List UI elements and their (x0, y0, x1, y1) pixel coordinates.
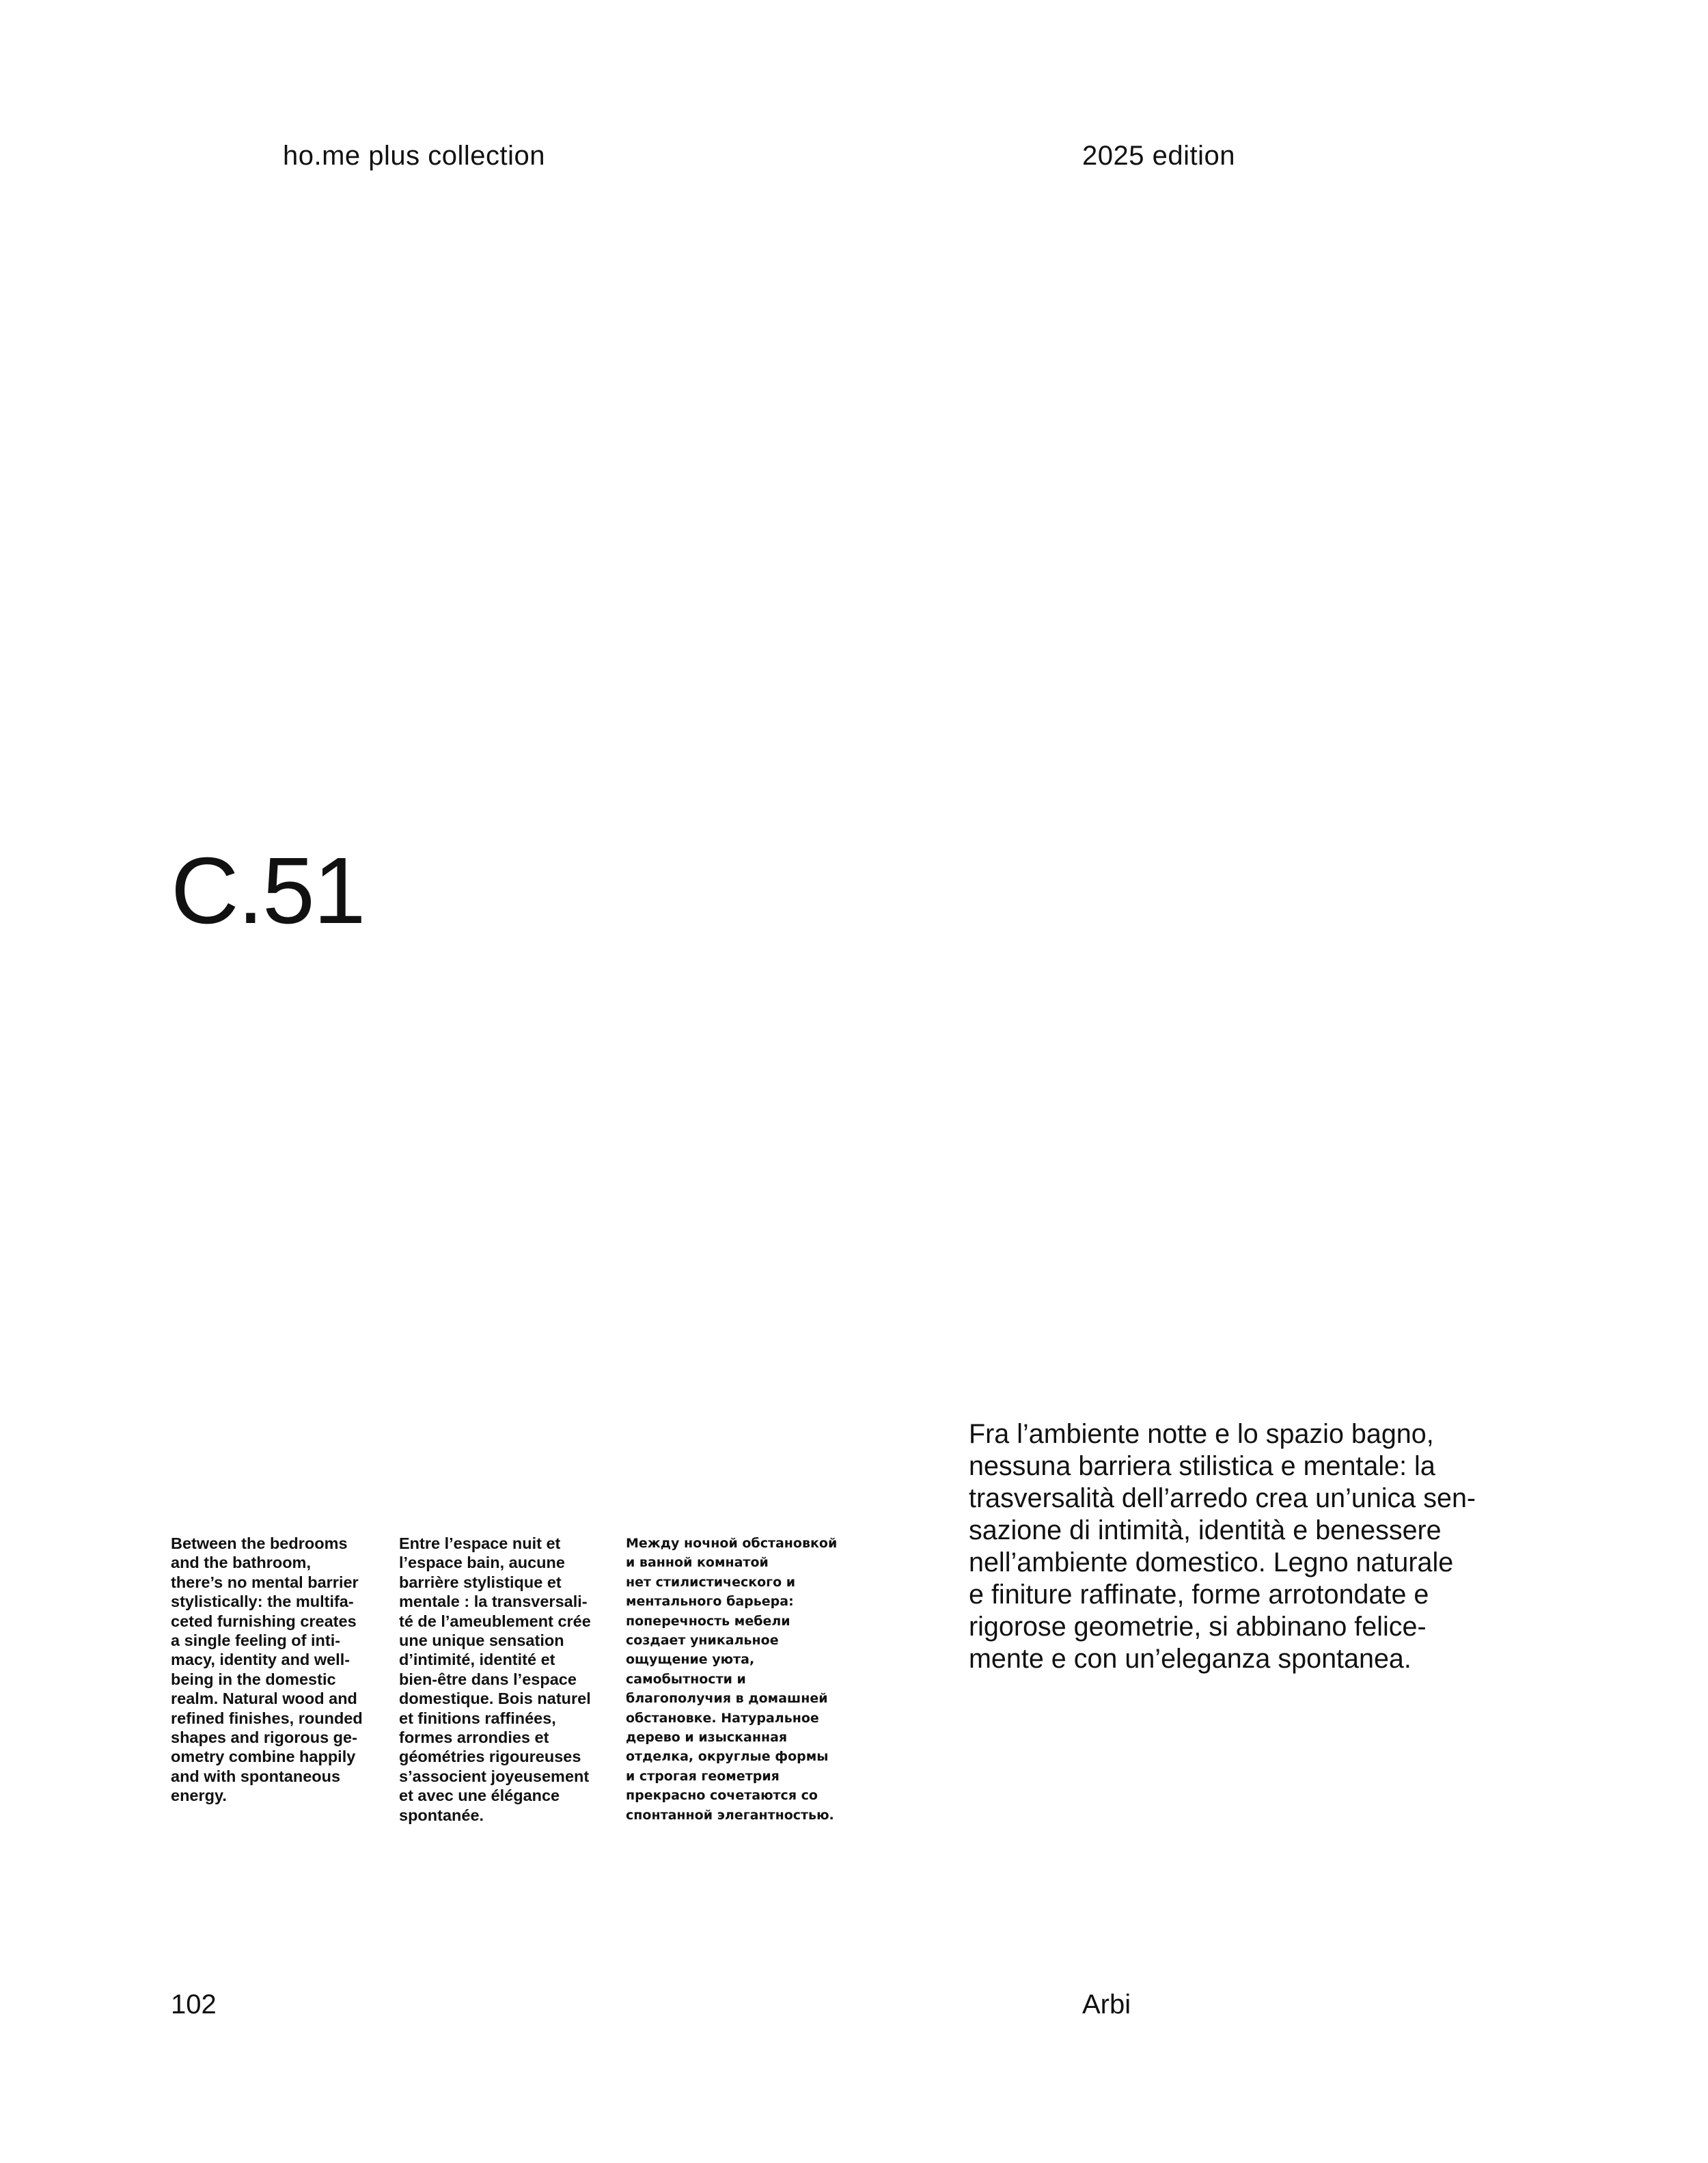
text-line: Between the bedrooms (171, 1534, 348, 1552)
text-line: mentale : la transversali- (399, 1593, 588, 1611)
text-line: energy. (171, 1787, 227, 1805)
text-line: stylistically: the multifa- (171, 1593, 354, 1611)
page-title: C.51 (171, 838, 365, 943)
text-line: l’espace bain, aucune (399, 1554, 565, 1572)
text-line: ceted furnishing creates (171, 1612, 357, 1630)
text-line: formes arrondies et (399, 1728, 549, 1747)
text-line: d’intimité, identité et (399, 1651, 555, 1669)
text-line: macy, identity and well- (171, 1651, 350, 1669)
text-line: realm. Natural wood and (171, 1690, 357, 1708)
text-line: spontanée. (399, 1806, 484, 1824)
header-edition: 2025 edition (1082, 141, 1235, 171)
text-line: une unique sensation (399, 1631, 564, 1650)
text-line: Fra l’ambiente notte e lo spazio bagno, (969, 1419, 1434, 1449)
text-line: благополучия в домашней (626, 1691, 828, 1707)
text-line: ometry combine happily (171, 1748, 356, 1766)
text-line: bien-être dans l’espace (399, 1670, 577, 1688)
text-line: and with spontaneous (171, 1767, 341, 1785)
text-line: sazione di intimità, identità e benessere (969, 1515, 1442, 1545)
text-line: Entre l’espace nuit et (399, 1534, 561, 1552)
text-line: and the bathroom, (171, 1554, 311, 1572)
text-line: s’associent joyeusement (399, 1767, 590, 1785)
text-line: самобытности и (626, 1671, 746, 1687)
text-column-russian (626, 1534, 844, 1825)
text-line: a single feeling of inti- (171, 1631, 341, 1650)
text-line: trasversalità dell’arredo crea un’unica sen- (969, 1483, 1476, 1513)
text-line: nell’ambiente domestico. Legno naturale (969, 1547, 1454, 1578)
text-line: e finiture raffinate, forme arrotondate e (969, 1580, 1429, 1610)
text-line: нет стилистического и (626, 1574, 796, 1590)
text-line: и ванной комнатой (626, 1555, 769, 1571)
text-line: being in the domestic (171, 1670, 336, 1688)
text-line: и строгая геометрия (626, 1768, 780, 1784)
text-line: domestique. Bois naturel (399, 1690, 591, 1708)
text-line: дерево и изысканная (626, 1730, 788, 1746)
text-line: обстановке. Натуральное (626, 1710, 819, 1726)
text-line: спонтанной элегантностью. (626, 1807, 834, 1823)
text-line: rigorose geometrie, si abbinano felice- (969, 1612, 1427, 1642)
italian-description (969, 1418, 1556, 1675)
text-line: et avec une élégance (399, 1787, 560, 1805)
footer-brand: Arbi (1082, 1989, 1131, 2020)
text-line: et finitions raffinées, (399, 1709, 556, 1727)
text-column-french (399, 1534, 611, 1825)
text-line: géométries rigoureuses (399, 1748, 581, 1766)
text-line: mente e con un’eleganza spontanea. (969, 1644, 1411, 1674)
text-line: поперечность мебели (626, 1613, 790, 1629)
text-line: barrière stylistique et (399, 1573, 562, 1591)
header-collection: ho.me plus collection (283, 141, 546, 171)
text-line: nessuna barriera stilistica e mentale: la (969, 1451, 1435, 1481)
text-column-english (171, 1534, 376, 1806)
text-line: Между ночной обстановкой (626, 1536, 838, 1551)
text-line: refined finishes, rounded (171, 1709, 363, 1727)
page-number: 102 (171, 1989, 217, 2020)
text-line: прекрасно сочетаются со (626, 1788, 818, 1804)
text-line: there’s no mental barrier (171, 1573, 359, 1591)
text-line: отделка, округлые формы (626, 1749, 829, 1765)
text-line: té de l’ameublement crée (399, 1612, 591, 1630)
text-line: shapes and rigorous ge- (171, 1728, 357, 1747)
text-line: ментального барьера: (626, 1594, 794, 1610)
text-line: создает уникальное (626, 1633, 779, 1649)
text-line: ощущение уюта, (626, 1652, 755, 1668)
